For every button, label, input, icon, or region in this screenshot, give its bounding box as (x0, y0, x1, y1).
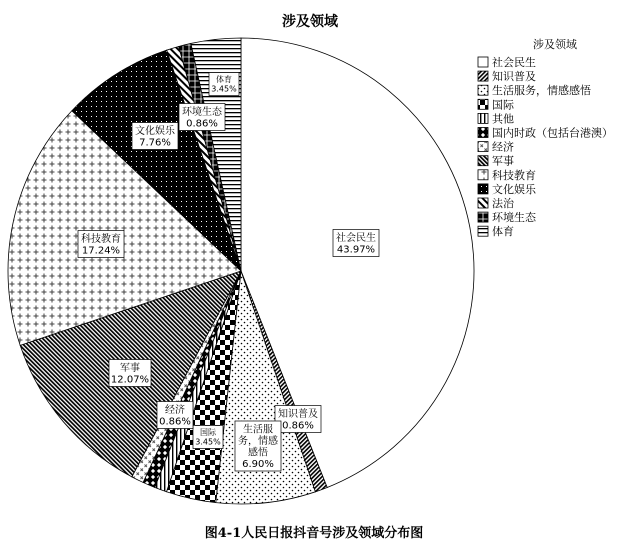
data-label-text: 经济 (165, 405, 185, 416)
legend-swatch-经济 (478, 142, 488, 152)
legend-swatch-社会民生 (478, 57, 488, 67)
data-label-环境生态 (179, 104, 225, 131)
legend-label-科技教育: 科技教育 (492, 168, 536, 182)
legend-swatch-国内时政-包括台港澳- (478, 128, 488, 138)
data-label-text: 0.86% (186, 118, 218, 130)
data-label-军事 (109, 360, 151, 387)
legend-swatch-其他 (478, 113, 488, 123)
figure-caption: 图4-1人民日报抖音号涉及领域分布图 (204, 526, 424, 541)
legend-label-国内时政-包括台港澳-: 国内时政（包括台港澳） (492, 126, 613, 140)
data-label-生活服务-情感感悟 (235, 421, 281, 471)
data-label-text: 6.90% (242, 459, 274, 470)
legend-label-环境生态: 环境生态 (492, 211, 536, 225)
legend-swatch-体育 (478, 226, 488, 236)
legend-label-体育: 体育 (492, 225, 514, 239)
data-label-文化娱乐 (132, 123, 178, 150)
data-label-text: 12.07% (110, 374, 150, 386)
data-label-text: 科技教育 (81, 234, 121, 245)
data-label-text: 生活服 (243, 424, 273, 436)
data-label-经济 (157, 402, 193, 429)
legend-swatch-科技教育 (478, 170, 488, 180)
legend (478, 37, 613, 238)
data-label-text: 43.97% (336, 244, 376, 256)
data-label-text: 0.86% (159, 416, 191, 428)
data-label-text: 17.24% (81, 245, 121, 257)
legend-label-经济: 经济 (492, 140, 514, 154)
legend-label-法治: 法治 (492, 197, 514, 210)
data-label-text: 3.45% (195, 437, 221, 447)
data-label-text: 军事 (120, 363, 140, 374)
chart-title: 涉及领域 (282, 14, 338, 30)
legend-label-生活服务-情感感悟: 生活服务，情感感悟 (492, 84, 591, 98)
legend-swatch-环境生态 (478, 212, 488, 222)
data-label-text: 社会民生 (336, 233, 376, 244)
data-label-text: 环境生态 (182, 107, 222, 118)
data-label-text: 7.76% (139, 137, 171, 149)
data-label-text: 0.86% (282, 420, 314, 432)
data-label-国际 (193, 426, 223, 449)
legend-swatch-军事 (478, 156, 488, 166)
legend-swatch-国际 (478, 99, 488, 109)
legend-swatch-文化娱乐 (478, 184, 488, 194)
legend-label-知识普及: 知识普及 (492, 70, 536, 84)
legend-label-国际: 国际 (492, 98, 514, 112)
data-label-text: 知识普及 (278, 409, 318, 420)
data-label-text: 3.45% (211, 84, 237, 94)
data-label-体育 (209, 73, 239, 96)
legend-label-军事: 军事 (492, 154, 514, 168)
legend-label-社会民生: 社会民生 (492, 56, 536, 69)
legend-title: 涉及领域 (533, 38, 577, 51)
data-label-text: 感悟 (248, 447, 268, 459)
data-label-text: 体育 (216, 75, 232, 84)
legend-label-文化娱乐: 文化娱乐 (492, 182, 536, 196)
data-label-text: 务，情感 (238, 436, 278, 447)
data-label-text: 国际 (200, 428, 216, 437)
legend-swatch-知识普及 (478, 71, 488, 81)
data-label-科技教育 (78, 231, 124, 258)
data-label-知识普及 (275, 406, 321, 433)
legend-swatch-生活服务-情感感悟 (478, 85, 488, 95)
legend-swatch-法治 (478, 198, 488, 208)
data-label-text: 文化娱乐 (135, 126, 175, 137)
legend-label-其他: 其他 (492, 112, 514, 126)
data-label-社会民生 (333, 230, 379, 257)
